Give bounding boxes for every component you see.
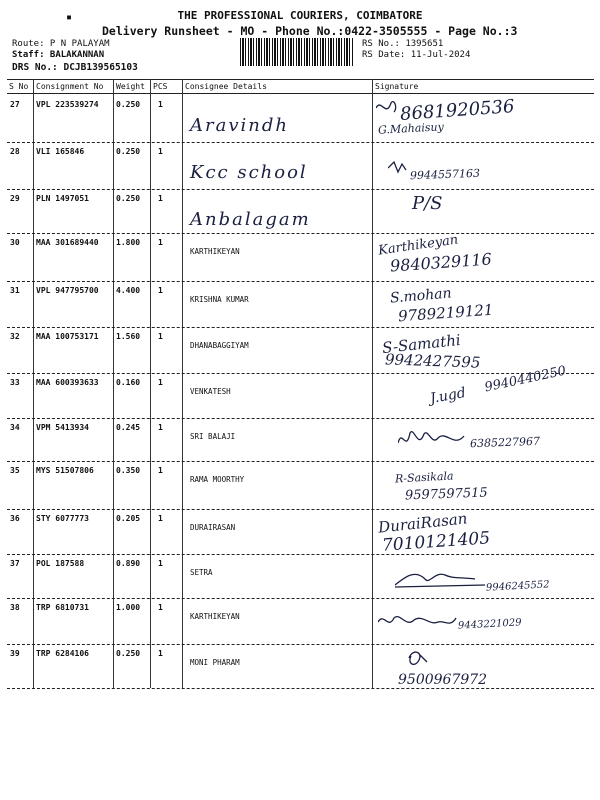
- staff-label: Staff: BALAKANNAN: [12, 50, 105, 60]
- signature-scribble: [395, 567, 495, 597]
- col-divider: [113, 79, 114, 688]
- signature-text: Karthikeyan: [377, 232, 460, 259]
- drs-label: DRS No.: DCJB139565103: [12, 62, 138, 73]
- consignee-name: VENKATESH: [190, 387, 231, 396]
- signature-text: 8681920536: [399, 96, 516, 125]
- signature-scribble: [405, 648, 505, 678]
- row-separator: [7, 644, 594, 645]
- consignment-number: VPL 947795700: [36, 286, 99, 295]
- pcs-value: 1: [158, 332, 163, 341]
- consignment-number: MAA 100753171: [36, 332, 99, 341]
- row-separator: [7, 598, 594, 599]
- pcs-value: 1: [158, 378, 163, 387]
- weight-value: 1.000: [116, 603, 141, 612]
- signature-text: DuraiRasan: [377, 509, 469, 537]
- consignee-name: KARTHIKEYAN: [190, 612, 240, 621]
- serial-number: 36: [10, 514, 20, 523]
- row-separator: [7, 281, 594, 282]
- pcs-value: 1: [158, 514, 163, 523]
- signature-text: S.mohan: [389, 285, 453, 307]
- row-separator: [7, 554, 594, 555]
- col-header-pcs: PCS: [153, 82, 168, 91]
- table-top-border: [7, 79, 594, 80]
- serial-number: 37: [10, 559, 20, 568]
- serial-number: 29: [10, 194, 20, 203]
- consignee-handwritten: Anbalagam: [190, 209, 311, 230]
- consignee-name: SRI BALAJI: [190, 432, 236, 441]
- weight-value: 0.250: [116, 194, 141, 203]
- serial-number: 38: [10, 603, 20, 612]
- consignment-number: TRP 6810731: [36, 603, 89, 612]
- page-title: THE PROFESSIONAL COURIERS, COIMBATORE: [177, 9, 423, 22]
- consignee-name: KARTHIKEYAN: [190, 247, 240, 256]
- consignee-name: SETRA: [190, 568, 213, 577]
- row-separator: [7, 373, 594, 374]
- signature-phone: 9500967972: [398, 672, 488, 688]
- signature-phone: 9940440250: [483, 363, 568, 396]
- barcode: [240, 38, 354, 66]
- pcs-value: 1: [158, 286, 163, 295]
- weight-value: 0.250: [116, 147, 141, 156]
- consignment-number: MAA 301689440: [36, 238, 99, 247]
- pcs-value: 1: [158, 559, 163, 568]
- weight-value: 0.160: [116, 378, 141, 387]
- serial-number: 30: [10, 238, 20, 247]
- row-separator: [7, 509, 594, 510]
- row-separator: [7, 461, 594, 462]
- consignee-name: KRISHNA KUMAR: [190, 295, 249, 304]
- header-bottom-border: [7, 93, 594, 94]
- pcs-value: 1: [158, 238, 163, 247]
- signature-text: R-Sasikala: [394, 469, 454, 486]
- pcs-value: 1: [158, 147, 163, 156]
- pcs-value: 1: [158, 100, 163, 109]
- signature-phone: 7010121405: [381, 528, 491, 556]
- weight-value: 0.245: [116, 423, 141, 432]
- col-divider: [372, 79, 373, 688]
- signature-phone: 9942427595: [384, 350, 481, 372]
- signature-phone: 9443221029: [457, 617, 522, 632]
- col-header-consignment: Consignment No: [36, 82, 104, 91]
- consignee-name: MONI PHARAM: [190, 658, 240, 667]
- serial-number: 34: [10, 423, 20, 432]
- weight-value: 0.890: [116, 559, 141, 568]
- weight-value: 0.350: [116, 466, 141, 475]
- signature-phone: G.Mahaisuy: [377, 120, 445, 137]
- signature-text: 9944557163: [409, 166, 481, 183]
- signature-text: 6385227967: [469, 434, 541, 451]
- consignment-number: TRP 6284106: [36, 649, 89, 658]
- weight-value: 1.560: [116, 332, 141, 341]
- page-subtitle: Delivery Runsheet - MO - Phone No.:0422-3505555 - Page No.:3: [102, 24, 518, 38]
- serial-number: 32: [10, 332, 20, 341]
- serial-number: 39: [10, 649, 20, 658]
- consignment-number: POL 187588: [36, 559, 85, 568]
- col-header-consignee: Consignee Details: [185, 82, 267, 91]
- pcs-value: 1: [158, 649, 163, 658]
- rs-number: RS No.: 1395651: [362, 39, 444, 49]
- col-divider: [182, 79, 183, 688]
- serial-number: 28: [10, 147, 20, 156]
- signature-text: J.ugd: [428, 385, 468, 407]
- consignment-number: VPM 5413934: [36, 423, 89, 432]
- consignee-name: DHANABAGGIYAM: [190, 341, 249, 350]
- row-separator: [7, 418, 594, 419]
- row-separator: [7, 688, 594, 689]
- serial-number: 35: [10, 466, 20, 475]
- serial-number: 33: [10, 378, 20, 387]
- signature-scribble: [388, 160, 488, 190]
- weight-value: 0.250: [116, 100, 141, 109]
- pcs-value: 1: [158, 423, 163, 432]
- col-divider: [150, 79, 151, 688]
- rs-date: RS Date: 11-Jul-2024: [362, 50, 471, 60]
- col-header-weight: Weight: [116, 82, 145, 91]
- signature-phone: 9597597515: [404, 485, 488, 504]
- pcs-value: 1: [158, 466, 163, 475]
- signature-text: P/S: [412, 193, 443, 214]
- consignment-number: STY 6077773: [36, 514, 89, 523]
- signature-phone: 9789219121: [397, 300, 494, 326]
- consignment-number: VPL 223539274: [36, 100, 99, 109]
- weight-value: 0.250: [116, 649, 141, 658]
- col-divider: [33, 79, 34, 688]
- consignment-number: PLN 1497051: [36, 194, 89, 203]
- signature-scribble: [398, 428, 498, 458]
- col-header-signature: Signature: [375, 82, 419, 91]
- weight-value: 1.800: [116, 238, 141, 247]
- consignment-number: MYS 51507806: [36, 466, 94, 475]
- signature-text: S-Samathi: [381, 330, 462, 358]
- stray-mark: ▪: [66, 12, 73, 23]
- row-separator: [7, 142, 594, 143]
- serial-number: 31: [10, 286, 20, 295]
- signature-phone: 9840329116: [389, 249, 493, 276]
- row-separator: [7, 327, 594, 328]
- pcs-value: 1: [158, 603, 163, 612]
- route-label: Route: P N PALAYAM: [12, 39, 110, 49]
- serial-number: 27: [10, 100, 20, 109]
- weight-value: 4.400: [116, 286, 141, 295]
- consignee-name: RAMA MOORTHY: [190, 475, 245, 484]
- weight-value: 0.205: [116, 514, 141, 523]
- pcs-value: 1: [158, 194, 163, 203]
- signature-scribble: [376, 98, 476, 128]
- signature-scribble: [378, 612, 478, 642]
- consignee-handwritten: Aravindh: [190, 115, 289, 136]
- consignment-number: VLI 165846: [36, 147, 85, 156]
- consignee-name: DURAIRASAN: [190, 523, 236, 532]
- row-separator: [7, 233, 594, 234]
- col-header-sno: S No: [9, 82, 29, 91]
- consignee-handwritten: Kcc school: [190, 162, 308, 183]
- signature-phone: 9946245552: [485, 579, 550, 594]
- row-separator: [7, 189, 594, 190]
- consignment-number: MAA 600393633: [36, 378, 99, 387]
